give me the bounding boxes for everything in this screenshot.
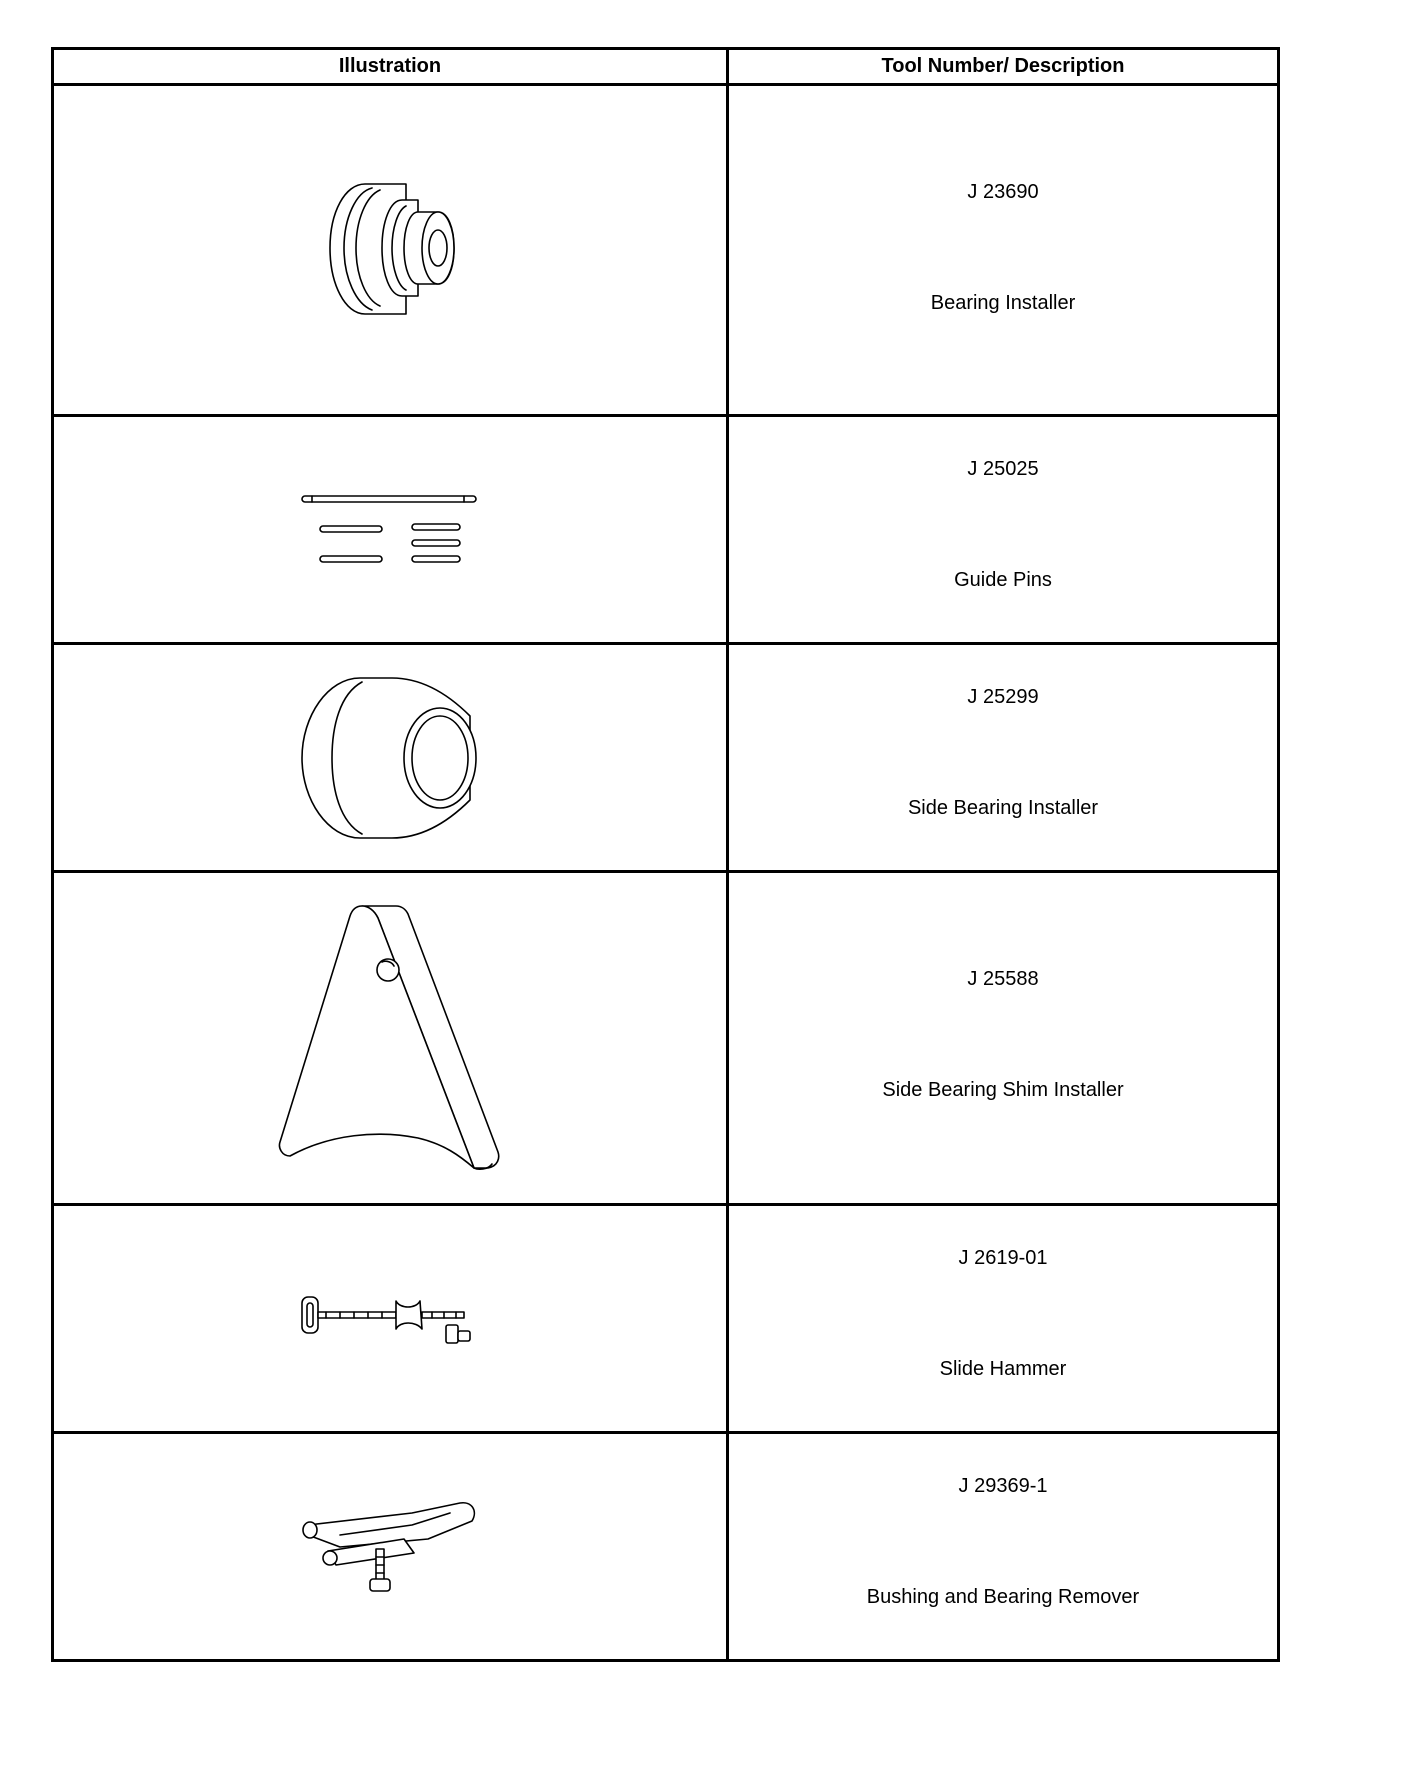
- tool-number: J 23690: [967, 181, 1039, 203]
- slide-hammer-icon: [300, 1289, 480, 1349]
- side-bearing-installer-icon: [300, 676, 480, 840]
- guide-pins-icon: [300, 490, 480, 570]
- table-row: [53, 1433, 1279, 1661]
- illustration-cell: [53, 644, 728, 872]
- description-cell: [728, 1205, 1279, 1433]
- illustration-cell: [53, 1433, 728, 1661]
- tool-description: Side Bearing Installer: [907, 797, 1099, 819]
- table-row: [53, 872, 1279, 1205]
- description-cell: [728, 85, 1279, 416]
- table-row: [53, 85, 1279, 416]
- tool-description: Guide Pins: [954, 569, 1052, 591]
- table-row: [53, 1205, 1279, 1433]
- bearing-installer-icon: [310, 180, 470, 320]
- description-cell: [728, 644, 1279, 872]
- tool-description: Bearing Installer: [930, 292, 1076, 314]
- illustration-cell: [53, 85, 728, 416]
- tool-description: Side Bearing Shim Installer: [882, 1079, 1124, 1101]
- tool-number: J 25025: [967, 458, 1039, 480]
- bushing-remover-icon: [300, 1499, 480, 1595]
- header-row: [53, 49, 1279, 85]
- tool-number: J 29369-1: [958, 1475, 1048, 1497]
- description-cell: [728, 1433, 1279, 1661]
- table-row: [53, 644, 1279, 872]
- table-row: [53, 416, 1279, 644]
- tool-number: J 25299: [967, 686, 1039, 708]
- description-cell: [728, 872, 1279, 1205]
- special-tools-table: [51, 47, 1280, 1662]
- description-cell: [728, 416, 1279, 644]
- illustration-cell: [53, 872, 728, 1205]
- illustration-cell: [53, 1205, 728, 1433]
- tool-description: Bushing and Bearing Remover: [866, 1586, 1140, 1608]
- illustration-header: Illustration: [53, 49, 728, 85]
- tool-description: Slide Hammer: [939, 1358, 1067, 1380]
- shim-installer-icon: [278, 902, 502, 1174]
- tool-header: Tool Number/ Description: [728, 49, 1279, 85]
- tool-number: J 2619-01: [958, 1247, 1048, 1269]
- illustration-cell: [53, 416, 728, 644]
- tool-number: J 25588: [967, 968, 1039, 990]
